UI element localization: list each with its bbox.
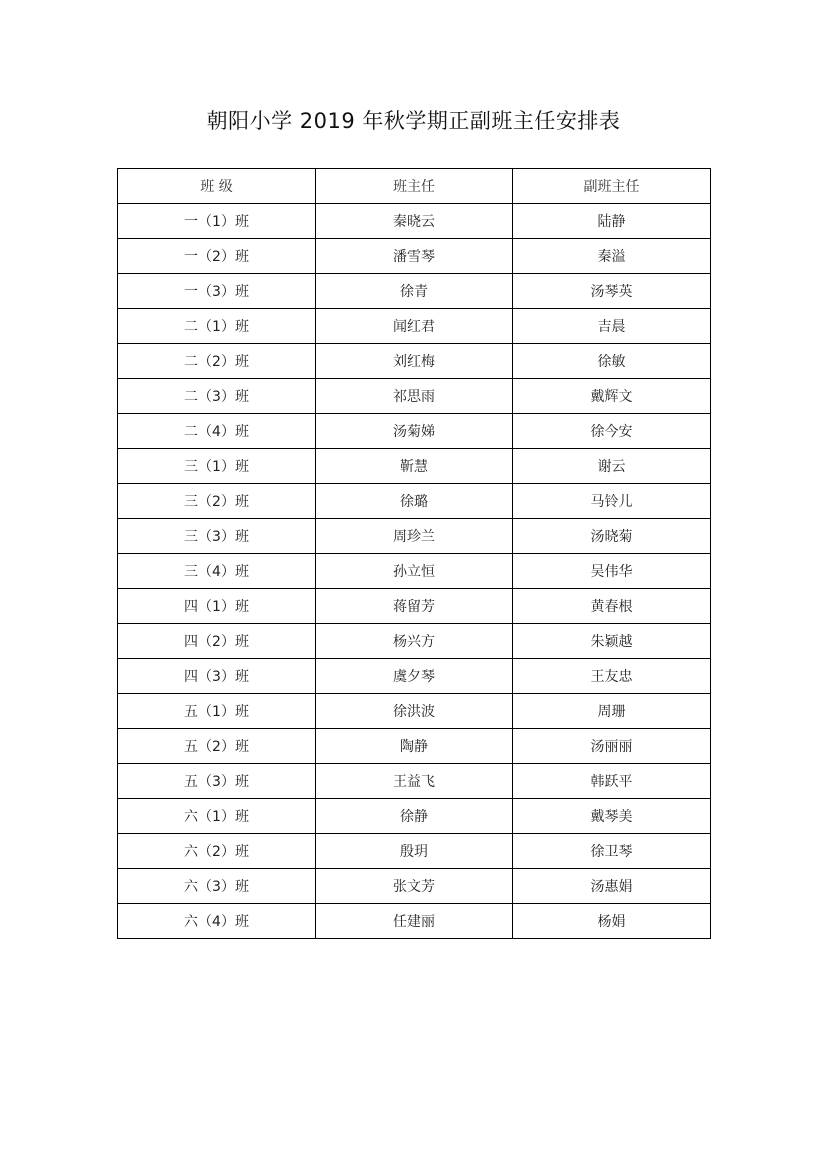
cell-head-teacher: 杨兴方 <box>316 624 513 659</box>
cell-head-teacher: 王益飞 <box>316 764 513 799</box>
table-row <box>118 239 711 274</box>
cell-class: 四（2）班 <box>118 624 316 659</box>
table-row <box>118 834 711 869</box>
cell-deputy-teacher: 戴辉文 <box>513 379 711 414</box>
cell-head-teacher: 徐璐 <box>316 484 513 519</box>
cell-head-teacher: 徐洪波 <box>316 694 513 729</box>
cell-deputy-teacher: 韩跃平 <box>513 764 711 799</box>
table-row <box>118 729 711 764</box>
cell-class: 五（2）班 <box>118 729 316 764</box>
table-row <box>118 344 711 379</box>
cell-class: 六（4）班 <box>118 904 316 939</box>
cell-class: 六（1）班 <box>118 799 316 834</box>
cell-head-teacher: 陶静 <box>316 729 513 764</box>
cell-head-teacher: 汤菊娣 <box>316 414 513 449</box>
table-row <box>118 204 711 239</box>
cell-class: 二（3）班 <box>118 379 316 414</box>
table-row <box>118 379 711 414</box>
header-head-teacher: 班主任 <box>316 169 513 204</box>
cell-deputy-teacher: 汤惠娟 <box>513 869 711 904</box>
header-class: 班 级 <box>118 169 316 204</box>
table-row <box>118 484 711 519</box>
table-body <box>118 204 711 939</box>
table-row <box>118 694 711 729</box>
cell-deputy-teacher: 吉晨 <box>513 309 711 344</box>
cell-head-teacher: 靳慧 <box>316 449 513 484</box>
cell-deputy-teacher: 汤晓菊 <box>513 519 711 554</box>
cell-class: 五（3）班 <box>118 764 316 799</box>
table-row <box>118 869 711 904</box>
cell-class: 四（3）班 <box>118 659 316 694</box>
cell-class: 一（3）班 <box>118 274 316 309</box>
cell-class: 三（3）班 <box>118 519 316 554</box>
table-row <box>118 799 711 834</box>
table-row <box>118 449 711 484</box>
cell-class: 二（1）班 <box>118 309 316 344</box>
cell-head-teacher: 潘雪琴 <box>316 239 513 274</box>
cell-deputy-teacher: 杨娟 <box>513 904 711 939</box>
cell-deputy-teacher: 周珊 <box>513 694 711 729</box>
cell-deputy-teacher: 徐卫琴 <box>513 834 711 869</box>
cell-head-teacher: 孙立恒 <box>316 554 513 589</box>
cell-head-teacher: 任建丽 <box>316 904 513 939</box>
cell-class: 三（4）班 <box>118 554 316 589</box>
cell-class: 二（4）班 <box>118 414 316 449</box>
cell-head-teacher: 闻红君 <box>316 309 513 344</box>
cell-class: 三（2）班 <box>118 484 316 519</box>
cell-deputy-teacher: 戴琴美 <box>513 799 711 834</box>
cell-class: 六（2）班 <box>118 834 316 869</box>
cell-head-teacher: 祁思雨 <box>316 379 513 414</box>
table-row <box>118 764 711 799</box>
table-row <box>118 414 711 449</box>
header-deputy-teacher: 副班主任 <box>513 169 711 204</box>
cell-class: 一（1）班 <box>118 204 316 239</box>
cell-head-teacher: 周珍兰 <box>316 519 513 554</box>
cell-class: 四（1）班 <box>118 589 316 624</box>
table-header-row <box>118 169 711 204</box>
cell-head-teacher: 蒋留芳 <box>316 589 513 624</box>
table-row <box>118 519 711 554</box>
table-row <box>118 904 711 939</box>
cell-class: 一（2）班 <box>118 239 316 274</box>
cell-deputy-teacher: 吴伟华 <box>513 554 711 589</box>
table-row <box>118 274 711 309</box>
cell-deputy-teacher: 谢云 <box>513 449 711 484</box>
cell-head-teacher: 虞夕琴 <box>316 659 513 694</box>
cell-class: 六（3）班 <box>118 869 316 904</box>
cell-deputy-teacher: 徐今安 <box>513 414 711 449</box>
cell-class: 二（2）班 <box>118 344 316 379</box>
cell-class: 三（1）班 <box>118 449 316 484</box>
cell-deputy-teacher: 朱颖越 <box>513 624 711 659</box>
cell-head-teacher: 刘红梅 <box>316 344 513 379</box>
cell-deputy-teacher: 王友忠 <box>513 659 711 694</box>
table-row <box>118 589 711 624</box>
cell-head-teacher: 殷玥 <box>316 834 513 869</box>
cell-deputy-teacher: 马铃儿 <box>513 484 711 519</box>
cell-class: 五（1）班 <box>118 694 316 729</box>
cell-deputy-teacher: 陆静 <box>513 204 711 239</box>
cell-deputy-teacher: 黄春根 <box>513 589 711 624</box>
class-teacher-table <box>117 168 711 939</box>
table-row <box>118 309 711 344</box>
cell-deputy-teacher: 汤丽丽 <box>513 729 711 764</box>
cell-deputy-teacher: 秦溢 <box>513 239 711 274</box>
cell-head-teacher: 徐青 <box>316 274 513 309</box>
cell-head-teacher: 张文芳 <box>316 869 513 904</box>
page-title: 朝阳小学 2019 年秋学期正副班主任安排表 <box>206 109 621 133</box>
table-row <box>118 554 711 589</box>
cell-head-teacher: 秦晓云 <box>316 204 513 239</box>
table-row <box>118 659 711 694</box>
cell-deputy-teacher: 徐敏 <box>513 344 711 379</box>
cell-deputy-teacher: 汤琴英 <box>513 274 711 309</box>
table-row <box>118 624 711 659</box>
cell-head-teacher: 徐静 <box>316 799 513 834</box>
